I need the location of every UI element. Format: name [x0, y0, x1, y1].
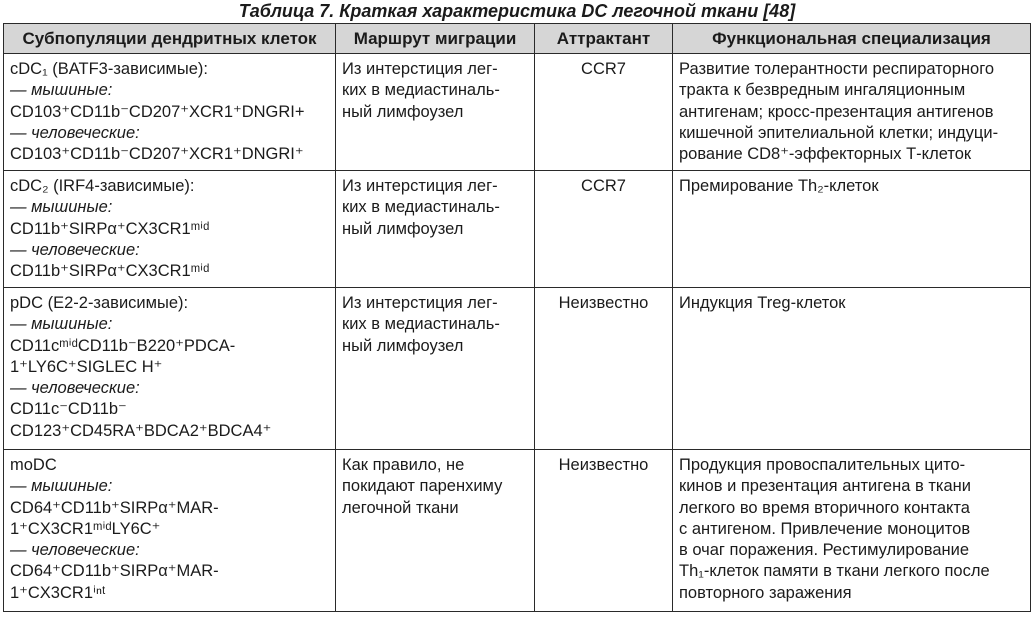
cell-line: легкого во время вторичного контакта	[679, 498, 970, 517]
cell-line: — мышиные:	[10, 81, 113, 100]
population-cell	[4, 171, 336, 288]
migration-cell	[336, 450, 535, 612]
cell-line: ких в медиастиналь-	[342, 198, 500, 217]
migration-cell	[336, 288, 535, 450]
cell-line: CD64⁺CD11b⁺SIRPα⁺MAR-	[10, 498, 219, 517]
population-cell	[4, 450, 336, 612]
table-row	[4, 288, 1031, 450]
cell-line: ких в медиастиналь-	[342, 315, 500, 334]
function-cell	[673, 171, 1031, 288]
cell-line: 1⁺CX3CR1ⁱⁿᵗ	[10, 583, 106, 602]
cell-line: ный лимфоузел	[342, 336, 464, 355]
cell-line: кишечной эпителиальной клетки; индуци-	[679, 123, 999, 142]
table-row	[4, 171, 1031, 288]
cell-line: cDC₂ (IRF4-зависимые):	[10, 177, 195, 195]
cell-line: — человеческие:	[10, 379, 140, 398]
cell-line: CD103⁺CD11b⁻CD207⁺XCR1⁺DNGRI+	[10, 102, 305, 121]
attractant-cell: CCR7	[535, 54, 673, 171]
cell-line: — человеческие:	[10, 123, 140, 142]
cell-line: антигенам; кросс-презентация антигенов	[679, 102, 994, 121]
cell-line: CD64⁺CD11b⁺SIRPα⁺MAR-	[10, 562, 219, 581]
cell-line: CD123⁺CD45RA⁺BDCA2⁺BDCA4⁺	[10, 421, 272, 440]
cell-line: Из интерстиция лег-	[342, 177, 498, 195]
header-migration: Маршрут миграции	[336, 24, 535, 54]
cell-line: — человеческие:	[10, 541, 140, 560]
cell-line: ный лимфоузел	[342, 219, 464, 238]
cell-line: pDC (E2-2-зависимые):	[10, 294, 189, 312]
cell-line: ких в медиастиналь-	[342, 81, 500, 100]
population-cell	[4, 54, 336, 171]
cell-line: 1⁺CX3CR1ᵐⁱᵈLY6C⁺	[10, 519, 161, 538]
cell-line: Премирование Th₂-клеток	[679, 177, 879, 195]
cell-line: рование CD8⁺-эффекторных Т-клеток	[679, 145, 972, 164]
population-cell	[4, 288, 336, 450]
cell-line: легочной ткани	[342, 498, 459, 517]
cell-line: ный лимфоузел	[342, 102, 464, 121]
cell-line: CD11c⁻CD11b⁻	[10, 400, 127, 419]
header-function: Функциональная специализация	[673, 24, 1031, 54]
cell-line: CD103⁺CD11b⁻CD207⁺XCR1⁺DNGRI⁺	[10, 145, 304, 164]
attractant-cell: CCR7	[535, 171, 673, 288]
cell-line: Как правило, не	[342, 456, 465, 474]
cell-line: 1⁺LY6C⁺SIGLEC H⁺	[10, 357, 163, 376]
cell-line: — мышиные:	[10, 315, 113, 334]
cell-line: тракта к безвредным ингаляционным	[679, 81, 966, 100]
cell-line: CD11b⁺SIRPα⁺CX3CR1ᵐⁱᵈ	[10, 262, 210, 281]
cell-line: Индукция Treg-клеток	[679, 294, 846, 312]
cell-line: Из интерстиция лег-	[342, 294, 498, 312]
cell-line: cDC₁ (BATF3-зависимые):	[10, 60, 208, 78]
cell-line: — мышиные:	[10, 198, 113, 217]
cell-line: с антигеном. Привлечение моноцитов	[679, 519, 971, 538]
cell-line: Развитие толерантности респираторного	[679, 60, 995, 78]
cell-line: кинов и презентация антигена в ткани	[679, 477, 971, 496]
cell-line: moDC	[10, 456, 57, 474]
header-row	[4, 24, 1031, 54]
header-population: Субпопуляции дендритных клеток	[4, 24, 336, 54]
cell-line: повторного заражения	[679, 583, 852, 602]
function-cell	[673, 450, 1031, 612]
cell-line: — человеческие:	[10, 240, 140, 259]
attractant-cell: Неизвестно	[535, 450, 673, 612]
dc-characteristics-table	[3, 23, 1031, 612]
table-caption: Таблица 7. Краткая характеристика DC легочной ткани [48]	[238, 1, 796, 21]
attractant-cell: Неизвестно	[535, 288, 673, 450]
cell-line: CD11b⁺SIRPα⁺CX3CR1ᵐⁱᵈ	[10, 219, 210, 238]
table-row	[4, 450, 1031, 612]
cell-line: покидают паренхиму	[342, 477, 503, 496]
migration-cell	[336, 171, 535, 288]
header-attractant: Аттрактант	[535, 24, 673, 54]
table-row	[4, 54, 1031, 171]
cell-line: Продукция провоспалительных цито-	[679, 456, 966, 474]
cell-line: в очаг поражения. Рестимулирование	[679, 541, 970, 560]
cell-line: CD11cᵐⁱᵈCD11b⁻B220⁺PDCA-	[10, 336, 236, 355]
cell-line: Th₁-клеток памяти в ткани легкого после	[679, 562, 990, 581]
migration-cell	[336, 54, 535, 171]
function-cell	[673, 288, 1031, 450]
cell-line: Из интерстиция лег-	[342, 60, 498, 78]
function-cell	[673, 54, 1031, 171]
cell-line: — мышиные:	[10, 477, 113, 496]
